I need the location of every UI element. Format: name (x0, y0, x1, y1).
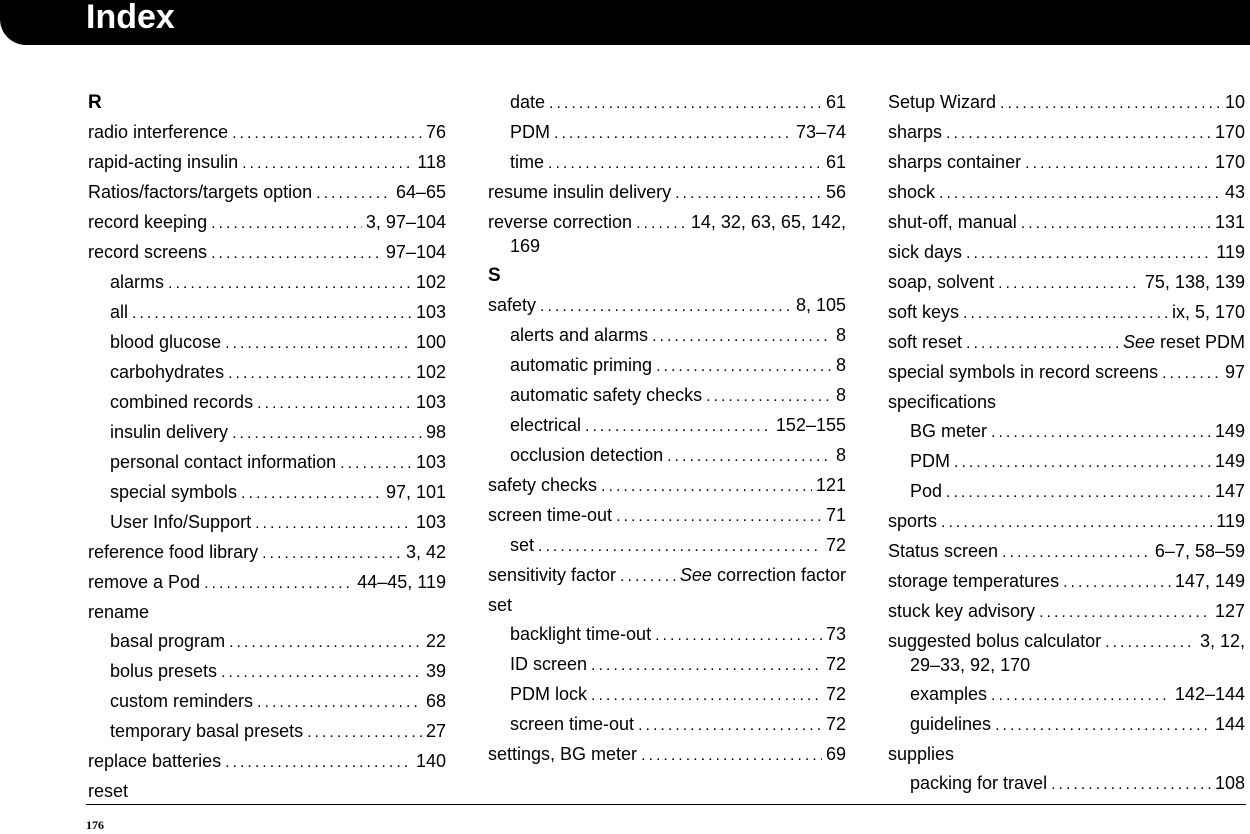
index-entry (88, 777, 446, 806)
page-reference: 73–74 (795, 122, 846, 142)
dot-leader (591, 681, 822, 710)
dot-leader (601, 472, 812, 501)
entry-term: sensitivity factor (488, 565, 617, 585)
entry-term: all (110, 302, 129, 322)
entry-term: shock (888, 182, 936, 202)
dot-leader (232, 119, 422, 148)
entry-term: time (510, 152, 545, 172)
dot-leader (548, 149, 822, 178)
entry-term: examples (910, 684, 988, 704)
index-subentry (88, 627, 446, 657)
entry-term: basal program (110, 631, 226, 651)
entry-term: stuck key advisory (888, 601, 1036, 621)
page-reference: 72 (825, 654, 846, 674)
page-reference: 76 (425, 122, 446, 142)
entry-term: soft keys (888, 302, 960, 322)
dot-leader (1039, 598, 1211, 627)
dot-leader (641, 741, 822, 770)
dot-leader (656, 352, 832, 381)
index-subentry (88, 657, 446, 687)
page-reference: 98 (425, 422, 446, 442)
entry-term: special symbols (110, 482, 238, 502)
index-subentry (488, 620, 846, 650)
page-reference: 73 (825, 624, 846, 644)
dot-leader (225, 329, 412, 358)
dot-leader (554, 119, 792, 148)
index-entry (88, 208, 446, 238)
page-reference-continued: 29–33, 92, 170 (910, 655, 1031, 675)
index-entry (88, 568, 446, 598)
page-reference-continued: 169 (510, 236, 541, 256)
entry-term: occlusion detection (510, 445, 664, 465)
entry-term: reference food library (88, 542, 259, 562)
entry-term: ID screen (510, 654, 588, 674)
dot-leader (211, 209, 362, 238)
page-reference: 170 (1214, 152, 1245, 172)
entry-term: special symbols in record screens (888, 362, 1159, 382)
page-reference: 64–65 (395, 182, 446, 202)
index-entry (88, 538, 446, 568)
entry-term: guidelines (910, 714, 992, 734)
entry-term: safety checks (488, 475, 598, 495)
entry-term: insulin delivery (110, 422, 229, 442)
page-reference: 27 (425, 721, 446, 741)
dot-leader (946, 478, 1211, 507)
page-reference: 61 (825, 92, 846, 112)
entry-term: screen time-out (510, 714, 635, 734)
index-entry (488, 501, 846, 531)
dot-leader (652, 322, 832, 351)
entry-term: set (488, 595, 513, 615)
index-entry (888, 328, 1245, 358)
entry-term: remove a Pod (88, 572, 201, 592)
index-subentry (888, 769, 1245, 799)
index-entry (488, 561, 846, 591)
page-reference: 14, 32, 63, 65, 142, (690, 212, 846, 232)
dot-leader (667, 442, 832, 471)
dot-leader (1105, 628, 1196, 657)
entry-term: set (510, 535, 535, 555)
index-column-1 (88, 88, 446, 806)
dot-leader (221, 658, 422, 687)
index-entry (888, 298, 1245, 328)
page-reference: 8 (835, 445, 846, 465)
page-reference: 102 (415, 272, 446, 292)
dot-leader (168, 269, 412, 298)
index-entry (888, 238, 1245, 268)
page-reference: 72 (825, 684, 846, 704)
dot-leader (638, 711, 822, 740)
index-subentry (88, 268, 446, 298)
index-subentry (488, 680, 846, 710)
see-reference-label: See (1122, 332, 1155, 352)
index-subentry (488, 710, 846, 740)
dot-leader (941, 508, 1212, 537)
index-letter-heading: S (488, 265, 501, 286)
dot-leader (946, 119, 1211, 148)
page-reference: 68 (425, 691, 446, 711)
entry-term: PDM lock (510, 684, 588, 704)
page-reference: 39 (425, 661, 446, 681)
page-reference: ix, 5, 170 (1171, 302, 1245, 322)
entry-term: shut-off, manual (888, 212, 1017, 232)
page-reference: 121 (815, 475, 846, 495)
dot-leader (1051, 770, 1211, 799)
dot-leader (340, 449, 412, 478)
dot-leader (939, 179, 1221, 208)
page-reference: 75, 138, 139 (1144, 272, 1245, 292)
page-reference: 44–45, 119 (357, 572, 446, 592)
index-entry (888, 208, 1245, 238)
page-reference: 3, 97–104 (365, 212, 446, 232)
entry-term: date (510, 92, 546, 112)
index-entry (488, 208, 846, 261)
page-reference: 131 (1214, 212, 1245, 232)
index-entry (888, 537, 1245, 567)
page-reference: 43 (1224, 182, 1245, 202)
page-reference: 119 (1216, 242, 1245, 262)
dot-leader (620, 562, 676, 591)
page-reference: 144 (1214, 714, 1245, 734)
entry-term: reverse correction (488, 212, 633, 232)
page-reference: 22 (425, 631, 446, 651)
index-entry (888, 507, 1245, 537)
dot-leader (307, 718, 422, 747)
entry-term: soap, solvent (888, 272, 995, 292)
dot-leader (585, 412, 772, 441)
index-subentry (488, 148, 846, 178)
entry-term: sick days (888, 242, 963, 262)
page-reference: 102 (415, 362, 446, 382)
entry-term: resume insulin delivery (488, 182, 672, 202)
dot-leader (991, 681, 1171, 710)
entry-term: reset (88, 781, 129, 801)
dot-leader (591, 651, 822, 680)
dot-leader (255, 509, 412, 538)
entry-term: specifications (888, 392, 997, 412)
entry-term: PDM (510, 122, 550, 142)
entry-term: radio interference (88, 122, 229, 142)
index-entry (888, 178, 1245, 208)
entry-term: sharps (888, 122, 943, 142)
entry-term: record keeping (88, 212, 208, 232)
entry-term: soft reset (888, 332, 963, 352)
entry-term: automatic safety checks (510, 385, 703, 405)
entry-term: automatic priming (510, 355, 653, 375)
page-reference: 69 (825, 744, 846, 764)
entry-term: safety (488, 295, 537, 315)
dot-leader (257, 688, 422, 717)
page-reference: 103 (415, 302, 446, 322)
index-subentry (488, 650, 846, 680)
dot-leader (636, 209, 687, 238)
index-entry (88, 178, 446, 208)
dot-leader (1025, 149, 1211, 178)
index-entry (488, 471, 846, 501)
page-reference: 6–7, 58–59 (1154, 541, 1245, 561)
dot-leader (706, 382, 832, 411)
page-reference: 100 (415, 332, 446, 352)
dot-leader (204, 569, 353, 598)
entry-term: Status screen (888, 541, 999, 561)
page-reference: 8 (835, 325, 846, 345)
index-subentry (488, 321, 846, 351)
index-entry (88, 747, 446, 777)
index-entry (888, 597, 1245, 627)
dot-leader (132, 299, 412, 328)
dot-leader (229, 628, 422, 657)
entry-term: alarms (110, 272, 165, 292)
dot-leader (262, 539, 402, 568)
dot-leader (549, 89, 822, 118)
index-entry (888, 627, 1245, 680)
entry-term: settings, BG meter (488, 744, 638, 764)
index-entry (488, 740, 846, 770)
index-entry (88, 598, 446, 627)
page-reference: 170 (1214, 122, 1245, 142)
page-reference: 103 (415, 452, 446, 472)
index-subentry (888, 680, 1245, 710)
dot-leader (1002, 538, 1151, 567)
index-subentry (488, 411, 846, 441)
entry-term: rename (88, 602, 150, 622)
dot-leader (211, 239, 382, 268)
entry-term: supplies (888, 744, 955, 764)
see-reference-target: correction factor (716, 565, 846, 585)
dot-leader (995, 711, 1211, 740)
footer-rule (86, 804, 1246, 805)
dot-leader (538, 532, 822, 561)
dot-leader (257, 389, 412, 418)
page-reference: 8, 105 (795, 295, 846, 315)
index-subentry (488, 441, 846, 471)
dot-leader (242, 149, 413, 178)
dot-leader (232, 419, 422, 448)
page-reference: 72 (825, 535, 846, 555)
index-subentry (88, 388, 446, 418)
page-reference: 8 (835, 385, 846, 405)
entry-term: blood glucose (110, 332, 222, 352)
page-reference: 147 (1214, 481, 1245, 501)
index-subentry (888, 710, 1245, 740)
entry-term: replace batteries (88, 751, 222, 771)
entry-term: screen time-out (488, 505, 613, 525)
dot-leader (316, 179, 392, 208)
page-reference: 3, 42 (405, 542, 446, 562)
entry-term: custom reminders (110, 691, 254, 711)
index-entry (88, 148, 446, 178)
entry-term: suggested bolus calculator (888, 631, 1102, 651)
header-bar (0, 0, 1250, 45)
dot-leader (225, 748, 412, 777)
dot-leader (966, 329, 1119, 358)
index-column-3 (888, 88, 1245, 799)
entry-term: sports (888, 511, 938, 531)
page-reference: 127 (1214, 601, 1245, 621)
index-entry (888, 740, 1245, 769)
dot-leader (1063, 568, 1171, 597)
index-entry (888, 148, 1245, 178)
see-reference-label: See (679, 565, 712, 585)
index-entry (488, 178, 846, 208)
dot-leader (954, 448, 1211, 477)
entry-term: User Info/Support (110, 512, 252, 532)
page-number: 176 (86, 818, 104, 832)
page-reference: 97, 101 (385, 482, 446, 502)
index-entry (888, 567, 1245, 597)
entry-term: storage temperatures (888, 571, 1060, 591)
entry-term: carbohydrates (110, 362, 225, 382)
page-reference: 3, 12, (1199, 631, 1245, 651)
dot-leader (998, 269, 1141, 298)
index-subentry (488, 118, 846, 148)
page-reference: 149 (1214, 451, 1245, 471)
index-subentry (88, 298, 446, 328)
index-subentry (88, 418, 446, 448)
page-reference: 142–144 (1174, 684, 1245, 704)
entry-term: temporary basal presets (110, 721, 304, 741)
index-entry (888, 358, 1245, 388)
entry-term: PDM (910, 451, 950, 471)
index-entry (888, 268, 1245, 298)
dot-leader (991, 418, 1211, 447)
index-letter-heading: R (88, 92, 102, 113)
entry-term: sharps container (888, 152, 1022, 172)
dot-leader (1162, 359, 1221, 388)
page-reference: 97–104 (385, 242, 446, 262)
index-subentry (888, 417, 1245, 447)
page-reference: 103 (415, 392, 446, 412)
page-reference: 56 (825, 182, 846, 202)
dot-leader (228, 359, 412, 388)
page-reference: 149 (1214, 421, 1245, 441)
index-subentry (488, 88, 846, 118)
entry-term: electrical (510, 415, 582, 435)
entry-term: combined records (110, 392, 254, 412)
entry-term: BG meter (910, 421, 988, 441)
index-entry (88, 118, 446, 148)
page-reference: 119 (1216, 511, 1245, 531)
dot-leader (616, 502, 822, 531)
index-column-2 (488, 88, 846, 770)
page-reference: 140 (415, 751, 446, 771)
dot-leader (1021, 209, 1211, 238)
page-reference: 72 (825, 714, 846, 734)
page-reference: 103 (415, 512, 446, 532)
index-subentry (488, 351, 846, 381)
index-subentry (88, 478, 446, 508)
entry-term: packing for travel (910, 773, 1048, 793)
index-entry (888, 118, 1245, 148)
index-subentry (888, 477, 1245, 507)
dot-leader (963, 299, 1168, 328)
index-subentry (88, 448, 446, 478)
index-subentry (488, 381, 846, 411)
page-reference: 97 (1224, 362, 1245, 382)
entry-term: bolus presets (110, 661, 218, 681)
index-subentry (88, 717, 446, 747)
index-subentry (88, 508, 446, 538)
dot-leader (655, 621, 822, 650)
index-subentry (88, 328, 446, 358)
index-entry (488, 291, 846, 321)
entry-term: personal contact information (110, 452, 337, 472)
entry-term: Ratios/factors/targets option (88, 182, 313, 202)
index-subentry (888, 447, 1245, 477)
page-reference: 10 (1224, 92, 1245, 112)
index-subentry (88, 358, 446, 388)
entry-term: rapid-acting insulin (88, 152, 239, 172)
index-subentry (88, 687, 446, 717)
page-reference: 8 (835, 355, 846, 375)
page-reference: 152–155 (775, 415, 846, 435)
index-entry (888, 388, 1245, 417)
entry-term: Setup Wizard (888, 92, 997, 112)
dot-leader (675, 179, 822, 208)
dot-leader (966, 239, 1212, 268)
index-entry (888, 88, 1245, 118)
page-reference: 61 (825, 152, 846, 172)
entry-term: record screens (88, 242, 208, 262)
page-title: Index (86, 0, 175, 36)
page-reference: 108 (1214, 773, 1245, 793)
page-reference: 118 (417, 152, 446, 172)
entry-term: backlight time-out (510, 624, 652, 644)
page-reference: 147, 149 (1174, 571, 1245, 591)
index-entry (488, 591, 846, 620)
page-reference: 71 (825, 505, 846, 525)
see-reference-target: reset PDM (1159, 332, 1245, 352)
dot-leader (1000, 89, 1221, 118)
entry-term: Pod (910, 481, 943, 501)
index-subentry (488, 531, 846, 561)
dot-leader (540, 292, 792, 321)
entry-term: alerts and alarms (510, 325, 649, 345)
index-entry (88, 238, 446, 268)
dot-leader (241, 479, 382, 508)
